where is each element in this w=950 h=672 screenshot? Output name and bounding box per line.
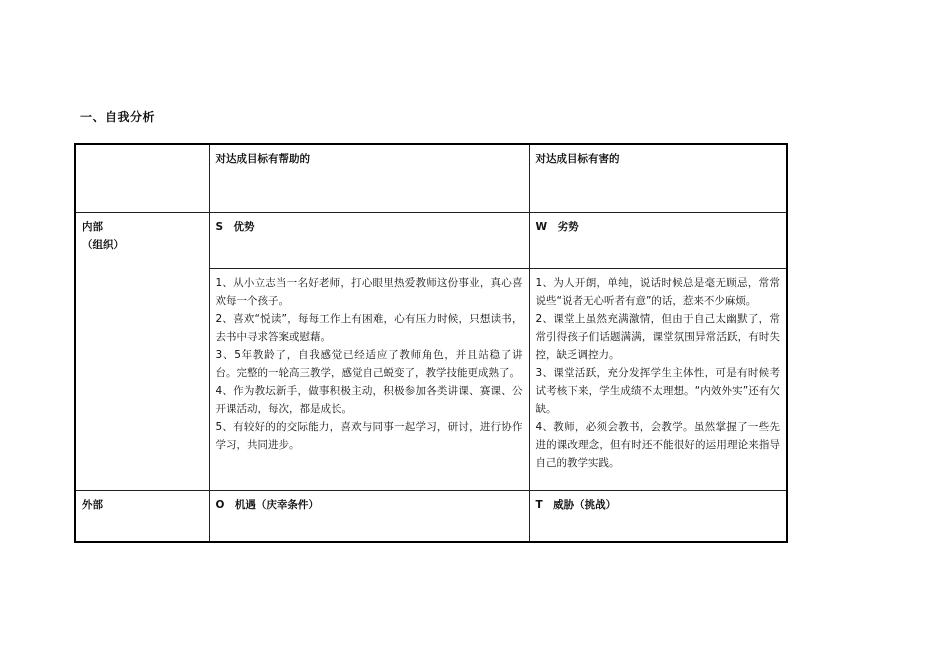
swot-table [74,143,788,543]
strength-item: 3、5年教龄了，自我感觉已经适应了教师角色，并且站稳了讲台。完整的一轮高三教学，感觉自己蜕变了，教学技能更成熟了。 [215,348,523,379]
weakness-item: 2、课堂上虽然充满激情，但由于自己太幽默了，常常引得孩子们话题满满，课堂氛围异常活跃，有时失控，缺乏调控力。 [535,312,780,361]
strength-item: 4、作为教坛新手，做事积极主动，积极参加各类讲课、赛课、公开课活动，每次，都是成长。 [215,384,523,415]
strength-item: 1、从小立志当一名好老师，打心眼里热爱教师这份事业，真心喜欢每一个孩子。 [215,276,523,307]
header-helpful: 对达成目标有帮助的 [209,144,529,212]
weakness-item: 4、教师，必须会教书，会教学。虽然掌握了一些先进的课改理念，但有时还不能很好的运用理论来指导自己的教学实践。 [535,420,780,469]
header-harmful: 对达成目标有害的 [529,144,787,212]
weakness-item: 3、课堂活跃，充分发挥学生主体性，可是有时候考试考核下来，学生成绩不太理想。“内效外实”还有欠缺。 [535,366,780,415]
internal-label: 内部 [82,220,103,233]
external-label: 外部 [75,490,209,542]
section-title: 一、自我分析 [80,110,156,124]
internal-label-sub: （组织） [82,238,124,251]
external-row [75,490,787,542]
header-blank-cell [75,144,209,212]
strengths-title: S 优势 [209,212,529,268]
strength-item: 5、有较好的的交际能力，喜欢与同事一起学习，研讨，进行协作学习，共同进步。 [215,420,523,451]
weaknesses-title: W 劣势 [529,212,787,268]
weakness-item: 1、为人开朗，单纯，说话时候总是毫无顾忌，常常说些“说者无心听者有意”的话，惹来不少麻烦。 [535,276,780,307]
internal-title-row [75,212,787,268]
threats-title: T 威胁（挑战） [529,490,787,542]
header-row [75,144,787,212]
internal-label-cell [75,212,209,490]
strengths-cell [209,268,529,490]
strength-item: 2、喜欢“悦读”，每每工作上有困难，心有压力时候，只想读书，去书中寻求答案或慰藉。 [215,312,523,343]
weaknesses-cell [529,268,787,490]
opportunities-title: O 机遇（庆幸条件） [209,490,529,542]
